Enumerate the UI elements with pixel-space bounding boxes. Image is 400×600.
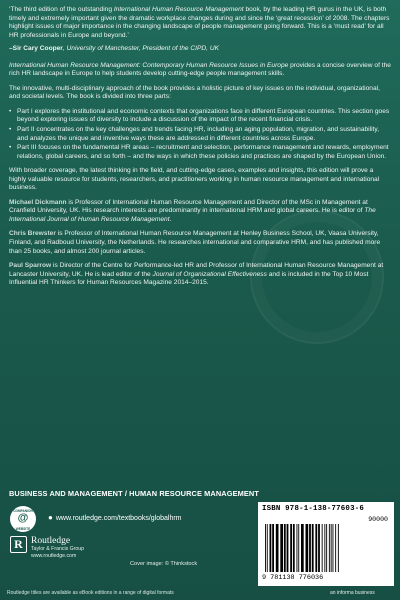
publisher-name: Routledge xyxy=(31,536,71,546)
ebook-note: Routledge titles are available as eBook editions in a range of digital formats xyxy=(7,590,174,596)
author-name: Paul Sparrow xyxy=(9,262,52,270)
barcode xyxy=(258,502,394,586)
publisher-url: www.routledge.com xyxy=(31,552,77,559)
list-item: • Part II concentrates on the key challenges and trends facing HR, including an aging population, migration, and sustainability, and analyzes the unique and inventive ways these are addressed in different countries across Europe. xyxy=(9,126,391,143)
list-item: • Part III focuses on the fundamental HR areas – recruitment and selection, performance management and rewards, employment relations, global careers, and so forth – and the ways in which these policies and practices are shaped by the European Union. xyxy=(9,144,391,161)
companion-url-link[interactable]: ● www.routledge.com/textbooks/globalhrm xyxy=(48,513,182,522)
barcode-digits: 9 781138 776036 xyxy=(262,574,324,582)
parts-list xyxy=(9,108,391,161)
barcode-bars-icon xyxy=(264,524,388,572)
approach-paragraph: The innovative, multi-disciplinary approach of the book provides a holistic picture of key issues on the individual, organizational, and societal levels. The book is divided into three parts: xyxy=(9,84,380,101)
author-bio: Chris Brewster is Professor of International Human Resource Management at Henley Business School, UK, Vaasa University, Finland, and Radboud University, the Netherlands. He researches international and comparative HRM, and has published more than 25 books, and almost 200 journal articles. xyxy=(9,230,381,255)
back-cover-text xyxy=(9,6,391,294)
author-bio: Paul Sparrow is Director of the Centre for Performance-led HR and Professor of International Human Resource Management at Lancaster University, UK. He is lead editor of the Journal of Organizational Effectiveness and is included in the Top 10 Most Influential HR Thinkers for Human Resources Magazine 2014–2015. xyxy=(9,262,384,287)
list-item: • Part I explores the institutional and economic contexts that organizations face in different European countries. This section goes beyond exploring issues of diversity to include a discussion of the impact of the recent financial crisis. xyxy=(9,108,391,125)
cover-image-credit: Cover image: © Thinkstock xyxy=(130,561,198,567)
routledge-r-icon: R xyxy=(10,536,27,553)
coverage-paragraph: With broader coverage, the latest thinking in the field, and cutting-edge cases, examples and insights, this edition will prove a highly valuable resource for students, researchers, and practitioners working in human resource management and international business. xyxy=(9,167,380,192)
author-name: Michael Dickmann xyxy=(9,198,67,206)
review-quote: ‘The third edition of the outstanding International Human Resource Management book, by the leading HR gurus in the UK, is both timely and extremely important given the dramatic workplace changes during and since the ‘great recession’ of 2008. The chapters highlight issues of major importance in the changing landscape of people management going forward. This is a ‘must read’ for all HR professionals in Europe and beyond.’ xyxy=(9,6,390,39)
informa-imprint: an informa business xyxy=(330,590,375,596)
globe-icon: ● xyxy=(48,513,53,522)
intro-paragraph: International Human Resource Management: Contemporary Human Resource Issues in Europe provides a concise overview of the rich HR landscape in Europe to help students develop cutting-edge people management skills. xyxy=(9,61,391,78)
author-bio: Michael Dickmann is Professor of International Human Resource Management and Director of the MSc in Management at Cranfield University, UK. His research interests are predominantly in international HRM and global careers. He is editor of The International Journal of Human Resource Management. xyxy=(9,198,376,223)
subject-category: BUSINESS AND MANAGEMENT / HUMAN RESOURCE MANAGEMENT xyxy=(9,489,259,498)
isbn-label: ISBN 978-1-138-77603-6 xyxy=(262,505,364,513)
price-code: 90000 xyxy=(368,516,388,523)
companion-website-badge-icon: COMPANION @ WEBSITE xyxy=(10,506,36,532)
publisher-group: Taylor & Francis Group xyxy=(31,546,85,552)
review-attribution: –Sir Cary Cooper, University of Manchester, President of the CIPD, UK xyxy=(9,45,219,53)
publisher-logo xyxy=(10,536,84,559)
author-name: Chris Brewster xyxy=(9,230,56,238)
